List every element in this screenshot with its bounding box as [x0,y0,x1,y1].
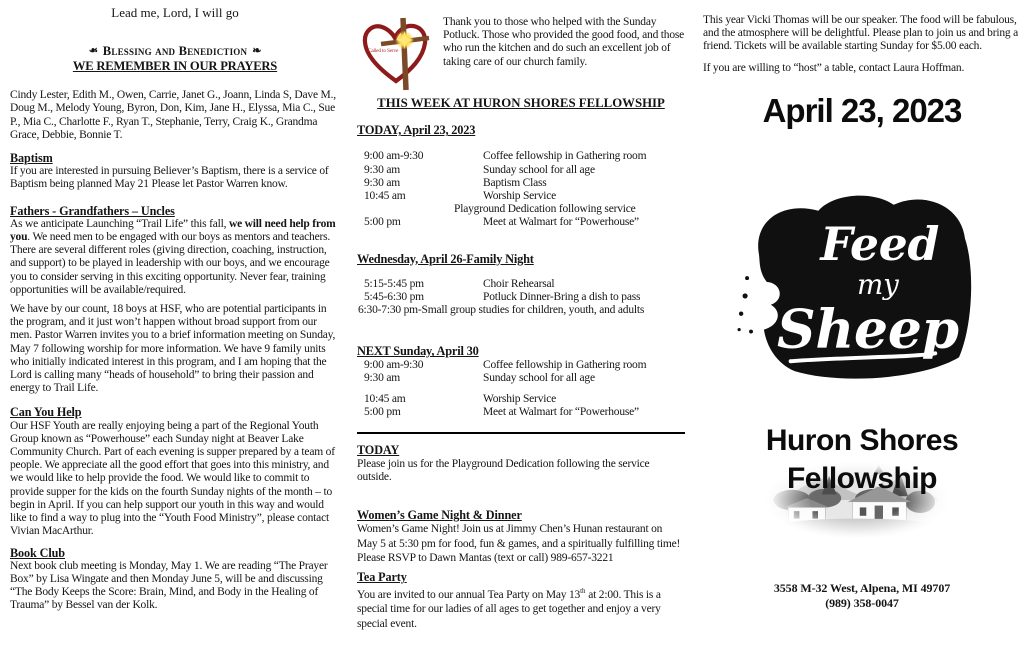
schedule-time: 9:00 am-9:30 [364,150,424,163]
prayers-heading: WE REMEMBER IN OUR PRAYERS [72,58,278,73]
crumb-dot [739,311,743,315]
section-heading: Women’s Game Night & Dinner [357,508,522,523]
section-body: If you are interested in pursuing Believer’s Baptism, there is a service of Baptism being planned May 21 Please let Pastor Warren know. [10,165,329,191]
church-name-line1: Huron Shores [765,423,959,457]
blessing-heading [10,45,340,73]
section-book-club [10,547,340,613]
section-body: Women’s Game Night! Join us at Jimmy Chen’s Hunan restaurant on May 5 at 5:30 pm for food, fun & games, and a spiritually fulfilling time! Please RSVP to Dawn Mantas (text or call) 989-657-3221 [357,523,681,564]
address-block [703,581,1021,612]
schedule-time: 9:30 am [364,163,400,176]
week-heading: THIS WEEK AT HURON SHORES FELLOWSHIP [377,96,665,110]
next-sunday-heading: NEXT Sunday, April 30 [357,344,479,359]
section-heading: TODAY [357,443,400,458]
next-sunday-schedule [357,359,685,420]
schedule-row [357,291,685,304]
schedule-row [357,150,685,163]
section-tea-party [357,571,685,631]
section-can-you-help [10,406,340,538]
section-body: As we anticipate Launching “Trail Life” this fall, we will need help from you. We need men to be engaged with our boys as mentors and teachers. There are several different roles (giving direction, coaching, instruction, and support) to be played in leadership with our boys, and we encourage you to consider serving in this exciting opportunity. Never fear, training opportunities will be available/required. [10,217,336,296]
section-body: Our HSF Youth are really enjoying being a part of the Regional Youth Group known as “Powerhouse” each Sunday night at Beaver Lake Community Church. Part of each evening is supper prepared by a team of people. We appreciate all the good effort that goes into this ministry, and we would like to help provide the food. We would like to commit to provide supper for the kids on the fourth Sunday nights of the month – to begin in April. If you can help support our youth in this way and would like to find a way to plug into the “Youth Food Ministry”, please contact Vivian MacArthur. [10,419,335,538]
schedule-time: 5:15-5:45 pm [364,277,424,290]
schedule-time: 9:30 am [364,371,400,384]
section-heading: Can You Help [10,405,82,420]
schedule-row [357,359,685,372]
schedule-row [357,203,685,216]
section-today-note [357,444,685,484]
section-fathers [10,205,340,396]
crumb-dot [749,329,753,333]
section-body: Next book club meeting is Monday, May 1. We are reading “The Prayer Box” by Lisa Wingate and then Monday June 5, will be and discussing “The Body Keeps the Score: Brain, Mind, and Body in the Healing of Trauma” by Bessel van der Kolk. [10,559,328,612]
schedule-event: Coffee fellowship in Gathering room [483,358,647,371]
floral-ornament-icon: ❧ [88,45,98,58]
floral-ornament-icon: ❧ [252,45,262,58]
schedule-row [357,216,685,229]
logo-caption: Called to Serve [368,48,399,54]
thank-you-block [357,15,685,93]
wednesday-heading: Wednesday, April 26-Family Night [357,251,534,266]
schedule-event: Sunday school for all age [483,163,595,176]
schedule-row [357,190,685,203]
schedule-event: Worship Service [483,393,557,406]
schedule-row [357,406,685,419]
prayer-names: Cindy Lester, Edith M., Owen, Carrie, Janet G., Joann, Linda S, Dave M., Doug M., Melody Young, Byron, Don, Kim, Jane H., Elyssa, Mia C., Sue P., Mia C., Charlotte F., Ryan T., Stephanie, Terry, Craig K., Grandma Grace, Debbie, Bonnie T. [10,89,336,141]
schedule-time: 5:00 pm [364,406,401,419]
section-heading: Tea Party [357,570,407,585]
motto-line: Lead me, Lord, I will go [111,5,239,20]
schedule-event: Meet at Walmart for “Powerhouse” [483,216,639,229]
thank-you-text: Thank you to those who helped with the Sunday Potluck. Those who provided the good food, and those who run the kitchen and do such an excellent job of taking care of our church family. [443,16,685,68]
schedule-time: 9:30 am [364,176,400,189]
today-date-heading: TODAY, April 23, 2023 [357,123,476,138]
feed-my-sheep-logo [729,181,987,389]
wednesday-note: 6:30-7:30 pm-Small group studies for children, youth, and adults [358,304,645,317]
today-schedule [357,150,685,229]
speaker-paragraph: This year Vicki Thomas will be our speaker. The food will be fabulous, and the atmosphere will be delightful. Please plan to join us and bring a friend. Tickets will be available starting Sunday for $5.00 each. [703,14,1018,53]
schedule-event: Worship Service [483,190,557,203]
schedule-row [357,278,685,291]
schedule-time: 5:45-6:30 pm [364,291,424,304]
schedule-event: Baptism Class [483,176,547,189]
schedule-row [357,164,685,177]
schedule-time: 9:00 am-9:30 [364,358,424,371]
schedule-event: Choir Rehearsal [483,277,555,290]
schedule-event: Meet at Walmart for “Powerhouse” [483,406,639,419]
section-baptism [10,152,340,192]
schedule-event: Playground Dedication following service [454,203,636,216]
called-to-serve-heart-cross-icon [359,15,433,93]
schedule-event: Potluck Dinner-Bring a dish to pass [483,291,641,304]
church-name-line2: Fellowship [786,461,937,495]
my-word: my [857,267,899,301]
schedule-event: Sunday school for all age [483,371,595,384]
section-heading: Fathers - Grandfathers – Uncles [10,203,175,218]
crumb-dot [738,328,741,331]
crumb-dot [745,276,749,280]
crumb-dot [743,293,748,298]
section-heading: Baptism [10,151,53,166]
section-body: We have by our count, 18 boys at HSF, who are potential participants in the program, and it just won’t happen without broad support from our men. Pastor Warren invites you to a brief information meeting on Sunday, May 7 following worship for more information. We have 9 family units who initially indicated interest in this program, and I am hoping that the Lord is calling many “heads of household” to bring their passion and energy to Trail Life. [10,303,336,395]
schedule-time: 10:45 am [364,190,406,203]
address-line: 3558 M-32 West, Alpena, MI 49707 [773,580,951,595]
church-name-block [703,425,1021,545]
section-body: Please join us for the Playground Dedication following the service outside. [357,457,650,483]
section-game-night [357,509,685,565]
schedule-time: 5:00 pm [364,216,401,229]
schedule-row [357,393,685,406]
cover-date-heading: April 23, 2023 [762,91,962,129]
schedule-event: Coffee fellowship in Gathering room [483,150,647,163]
schedule-row [357,372,685,385]
feed-word: Feed [820,217,940,272]
schedule-row [357,177,685,190]
phone-line: (989) 358-0047 [825,596,899,611]
host-paragraph: If you are willing to “host” a table, contact Laura Hoffman. [703,61,965,74]
blessing-title: Blessing and Benediction [102,44,248,59]
ordinal-superscript: th [580,587,586,596]
section-heading: Book Club [10,545,65,560]
left-panel [10,0,340,613]
section-body: You are invited to our annual Tea Party on May 13th at 2:00. This is a special time for our ladies of all ages to get together and enjoy a very special event. [357,587,661,630]
sheep-word: Sheep [776,297,959,361]
section-divider [357,432,685,434]
schedule-time: 10:45 am [364,393,406,406]
wednesday-schedule [357,278,685,318]
emphasis-text: we will need help from you [10,217,336,244]
middle-panel [357,0,685,631]
right-panel [703,0,1021,612]
